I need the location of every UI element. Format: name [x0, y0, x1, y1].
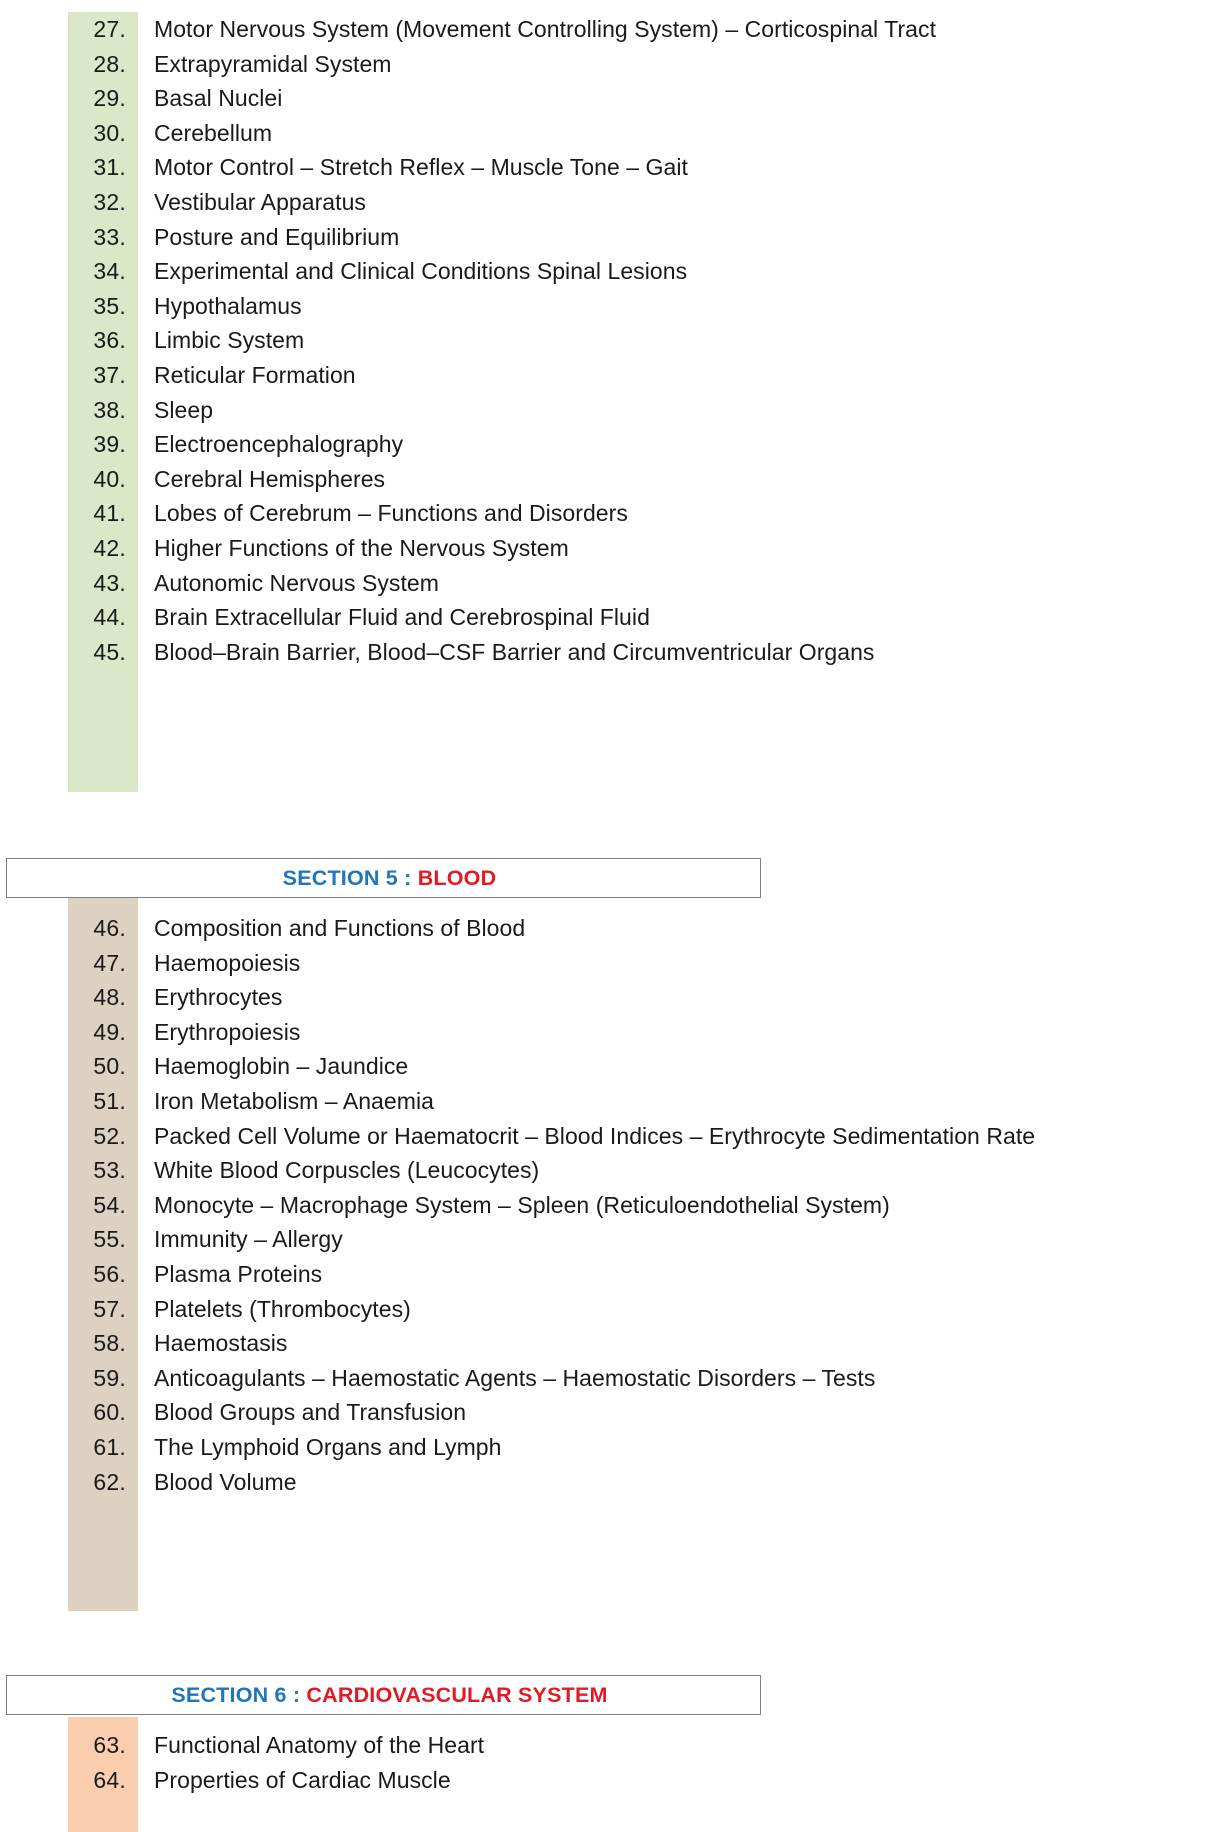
toc-entry-51[interactable]	[0, 1084, 1214, 1119]
toc-entry-number: 38.	[93, 396, 126, 423]
toc-entry-title: Motor Control – Stretch Reflex – Muscle Tone – Gait	[154, 154, 688, 181]
toc-entry-title: Cerebral Hemispheres	[154, 465, 386, 492]
toc-entry-title: Blood Groups and Transfusion	[154, 1399, 467, 1426]
toc-entry-47[interactable]	[0, 946, 1214, 981]
toc-entry-title: Erythrocytes	[154, 984, 283, 1011]
toc-entry-number: 34.	[93, 258, 126, 285]
toc-entry-number: 42.	[93, 534, 126, 561]
toc-entry-number: 39.	[93, 431, 126, 458]
toc-entry-32[interactable]	[0, 185, 1214, 220]
toc-entry-64[interactable]	[0, 1763, 1214, 1798]
toc-entry-57[interactable]	[0, 1292, 1214, 1327]
toc-entry-title: Basal Nuclei	[154, 85, 283, 112]
toc-section-6	[0, 1728, 1214, 1832]
toc-entry-53[interactable]	[0, 1153, 1214, 1188]
toc-entry-50[interactable]	[0, 1049, 1214, 1084]
toc-entry-number: 32.	[93, 188, 126, 215]
section-header-6-text	[171, 1683, 607, 1708]
toc-entry-61[interactable]	[0, 1430, 1214, 1465]
toc-entry-title: Anticoagulants – Haemostatic Agents – Haemostatic Disorders – Tests	[154, 1364, 876, 1391]
section-header-5-text	[283, 866, 497, 891]
section-header-6-prefix: SECTION 6 :	[171, 1682, 307, 1707]
toc-entry-46[interactable]	[0, 911, 1214, 946]
toc-entry-52[interactable]	[0, 1119, 1214, 1154]
toc-entry-number: 44.	[93, 604, 126, 631]
toc-entry-number: 57.	[93, 1295, 126, 1322]
toc-entry-title: Vestibular Apparatus	[154, 188, 366, 215]
toc-entry-number: 51.	[93, 1087, 126, 1114]
toc-entry-number: 46.	[93, 915, 126, 941]
toc-entry-title: Haemoglobin – Jaundice	[154, 1053, 409, 1080]
section-header-5-name: BLOOD	[417, 865, 497, 890]
toc-entry-number: 40.	[93, 465, 126, 492]
section-header-6[interactable]	[6, 1675, 761, 1715]
toc-entry-28[interactable]	[0, 47, 1214, 82]
toc-entry-title: Iron Metabolism – Anaemia	[154, 1087, 434, 1114]
toc-entry-30[interactable]	[0, 116, 1214, 151]
toc-entry-44[interactable]	[0, 600, 1214, 635]
toc-entry-number: 47.	[93, 949, 126, 976]
toc-entry-45[interactable]	[0, 635, 1214, 670]
toc-entry-title: The Lymphoid Organs and Lymph	[154, 1433, 502, 1460]
toc-entry-42[interactable]	[0, 531, 1214, 566]
toc-entry-title: Packed Cell Volume or Haematocrit – Blood Indices – Erythrocyte Sedimentation Rate	[154, 1122, 1036, 1149]
toc-entry-number: 45.	[93, 638, 126, 665]
toc-section-5	[0, 911, 1214, 1611]
toc-entry-34[interactable]	[0, 254, 1214, 289]
toc-entry-36[interactable]	[0, 323, 1214, 358]
toc-entry-49[interactable]	[0, 1015, 1214, 1050]
toc-entry-title: Higher Functions of the Nervous System	[154, 534, 569, 561]
toc-entry-number: 50.	[93, 1053, 126, 1080]
toc-entry-33[interactable]	[0, 220, 1214, 255]
toc-entry-number: 53.	[93, 1157, 126, 1184]
toc-entry-title: Plasma Proteins	[154, 1260, 323, 1287]
toc-entry-number: 41.	[93, 500, 126, 527]
toc-entry-55[interactable]	[0, 1222, 1214, 1257]
toc-entry-title: Haemopoiesis	[154, 949, 301, 976]
toc-entry-title: Cerebellum	[154, 119, 273, 146]
toc-entry-number: 58.	[93, 1330, 126, 1357]
toc-entry-title: Electroencephalography	[154, 431, 404, 458]
toc-entry-number: 29.	[93, 85, 126, 112]
toc-entry-number: 61.	[93, 1433, 126, 1460]
toc-entry-number: 49.	[93, 1018, 126, 1045]
toc-entry-title: Brain Extracellular Fluid and Cerebrospinal Fluid	[154, 604, 650, 631]
toc-entry-62[interactable]	[0, 1465, 1214, 1500]
toc-entry-37[interactable]	[0, 358, 1214, 393]
toc-entry-40[interactable]	[0, 462, 1214, 497]
toc-entry-number: 62.	[93, 1468, 126, 1495]
toc-entry-38[interactable]	[0, 393, 1214, 428]
toc-entry-60[interactable]	[0, 1395, 1214, 1430]
toc-entry-number: 60.	[93, 1399, 126, 1426]
toc-entry-48[interactable]	[0, 980, 1214, 1015]
toc-entry-title: Composition and Functions of Blood	[154, 915, 526, 941]
toc-entry-title: Properties of Cardiac Muscle	[154, 1766, 451, 1793]
toc-entry-number: 35.	[93, 292, 126, 319]
toc-entry-number: 63.	[93, 1732, 126, 1758]
toc-entry-title: Sleep	[154, 396, 214, 423]
toc-entry-title: Platelets (Thrombocytes)	[154, 1295, 411, 1322]
toc-entry-35[interactable]	[0, 289, 1214, 324]
toc-entry-title: Autonomic Nervous System	[154, 569, 439, 596]
toc-entry-number: 36.	[93, 327, 126, 354]
section-header-5[interactable]	[6, 858, 761, 898]
toc-entry-number: 27.	[93, 16, 126, 42]
toc-entry-title: Blood Volume	[154, 1468, 297, 1495]
toc-entry-title: Extrapyramidal System	[154, 50, 392, 77]
toc-entry-title: Monocyte – Macrophage System – Spleen (Reticuloendothelial System)	[154, 1191, 890, 1218]
toc-entry-number: 33.	[93, 223, 126, 250]
section-header-6-name: CARDIOVASCULAR SYSTEM	[306, 1682, 608, 1707]
toc-entry-number: 31.	[93, 154, 126, 181]
toc-entry-title: Posture and Equilibrium	[154, 223, 400, 250]
toc-entry-number: 37.	[93, 361, 126, 388]
toc-entry-title: Erythropoiesis	[154, 1018, 301, 1045]
toc-entry-number: 56.	[93, 1260, 126, 1287]
toc-entry-27[interactable]	[0, 12, 1214, 47]
toc-entry-54[interactable]	[0, 1188, 1214, 1223]
toc-entry-number: 64.	[93, 1766, 126, 1793]
toc-rows-continued	[0, 12, 1214, 669]
toc-entry-number: 30.	[93, 119, 126, 146]
toc-entry-43[interactable]	[0, 566, 1214, 601]
toc-entry-29[interactable]	[0, 81, 1214, 116]
toc-entry-title: Motor Nervous System (Movement Controlling System) – Corticospinal Tract	[154, 16, 937, 42]
toc-entry-number: 52.	[93, 1122, 126, 1149]
toc-entry-title: Lobes of Cerebrum – Functions and Disorders	[154, 500, 628, 527]
toc-entry-number: 59.	[93, 1364, 126, 1391]
toc-entry-number: 55.	[93, 1226, 126, 1253]
toc-entry-title: Immunity – Allergy	[154, 1226, 343, 1253]
toc-entry-title: Functional Anatomy of the Heart	[154, 1732, 485, 1758]
toc-entry-title: Haemostasis	[154, 1330, 288, 1357]
toc-entry-title: Experimental and Clinical Conditions Spinal Lesions	[154, 258, 688, 285]
toc-entry-39[interactable]	[0, 427, 1214, 462]
toc-entry-number: 28.	[93, 50, 126, 77]
section-header-5-prefix: SECTION 5 :	[282, 865, 418, 890]
toc-entry-title: Limbic System	[154, 327, 305, 354]
toc-entry-title: Hypothalamus	[154, 292, 302, 319]
toc-entry-number: 43.	[93, 569, 126, 596]
toc-rows-section-6	[0, 1728, 1214, 1797]
toc-entry-31[interactable]	[0, 150, 1214, 185]
toc-section-continued	[0, 12, 1214, 792]
toc-entry-58[interactable]	[0, 1326, 1214, 1361]
toc-entry-63[interactable]	[0, 1728, 1214, 1763]
toc-entry-title: Blood–Brain Barrier, Blood–CSF Barrier and Circumventricular Organs	[154, 638, 875, 665]
toc-entry-41[interactable]	[0, 496, 1214, 531]
toc-entry-title: Reticular Formation	[154, 361, 356, 388]
toc-entry-number: 54.	[93, 1191, 126, 1218]
toc-entry-title: White Blood Corpuscles (Leucocytes)	[154, 1157, 540, 1184]
toc-entry-number: 48.	[93, 984, 126, 1011]
toc-rows-section-5	[0, 911, 1214, 1499]
toc-entry-56[interactable]	[0, 1257, 1214, 1292]
toc-entry-59[interactable]	[0, 1361, 1214, 1396]
